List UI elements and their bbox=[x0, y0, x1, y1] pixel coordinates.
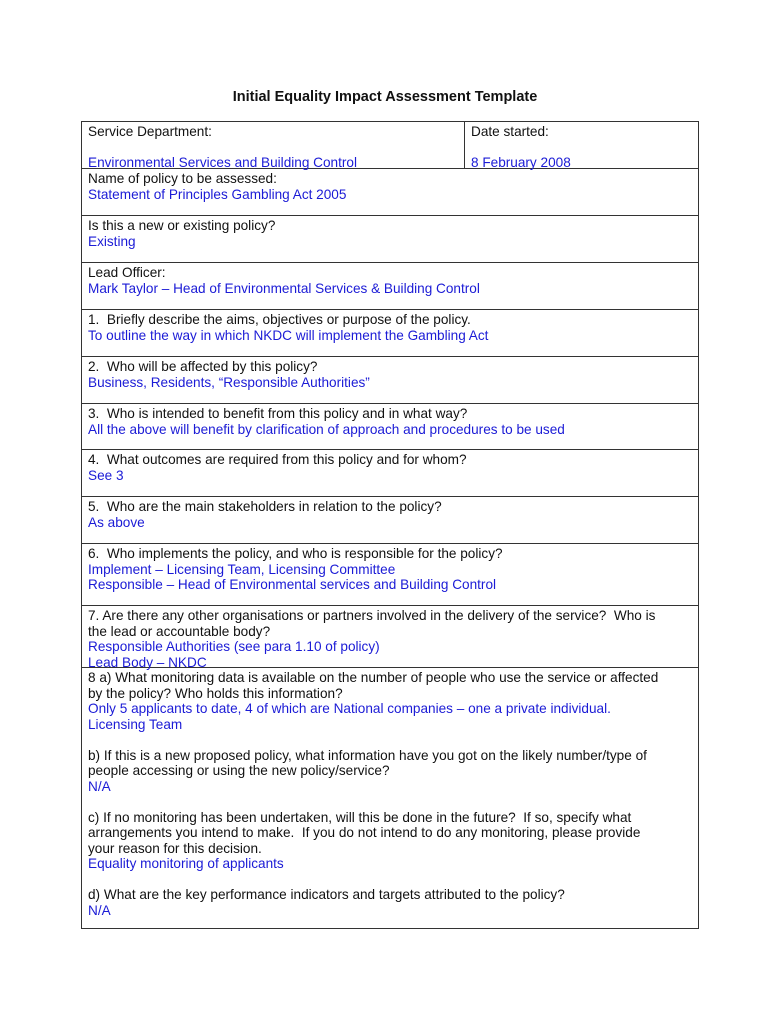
question-8c-line-1: c) If no monitoring has been undertaken, will this be done in the future? If so, specify what bbox=[88, 809, 632, 825]
question-8b-line-1: b) If this is a new proposed policy, what information have you got on the likely number/type of bbox=[88, 747, 647, 763]
row-question-1 bbox=[82, 310, 698, 357]
answer-8b: N/A bbox=[88, 778, 111, 794]
answer-3: All the above will benefit by clarification of approach and procedures to be used bbox=[88, 421, 565, 437]
question-6: 6. Who implements the policy, and who is responsible for the policy? bbox=[88, 546, 503, 561]
answer-6-line-2: Responsible – Head of Environmental services and Building Control bbox=[88, 577, 497, 592]
policy-name-question: Name of policy to be assessed: bbox=[88, 171, 277, 186]
question-8a-line-1: 8 a) What monitoring data is available on the number of people who use the service or affected bbox=[88, 670, 659, 685]
lead-officer-answer: Mark Taylor – Head of Environmental Services & Building Control bbox=[88, 280, 480, 296]
new-or-existing-answer: Existing bbox=[88, 233, 136, 249]
answer-8c: Equality monitoring of applicants bbox=[88, 856, 284, 871]
answer-8a-line-1: Only 5 applicants to date, 4 of which are National companies – one a private individual. bbox=[88, 701, 611, 716]
row-question-3 bbox=[82, 404, 698, 450]
answer-5: As above bbox=[88, 514, 145, 530]
row-question-8 bbox=[82, 668, 698, 928]
policy-name-answer: Statement of Principles Gambling Act 2005 bbox=[88, 186, 347, 202]
answer-8d: N/A bbox=[88, 902, 111, 918]
question-8b-line-2: people accessing or using the new policy/service? bbox=[88, 763, 390, 778]
service-department-value: Environmental Services and Building Control bbox=[88, 155, 357, 170]
row-question-2 bbox=[82, 357, 698, 404]
new-or-existing-question: Is this a new or existing policy? bbox=[88, 218, 276, 233]
row-question-5 bbox=[82, 497, 698, 544]
question-4: 4. What outcomes are required from this policy and for whom? bbox=[88, 452, 467, 467]
answer-8a-line-2: Licensing Team bbox=[88, 716, 183, 732]
question-2: 2. Who will be affected by this policy? bbox=[88, 359, 318, 374]
question-8c-line-2: arrangements you intend to make. If you do not intend to do any monitoring, please provide bbox=[88, 825, 641, 840]
answer-6-line-1: Implement – Licensing Team, Licensing Committee bbox=[88, 561, 396, 577]
question-3: 3. Who is intended to benefit from this policy and in what way? bbox=[88, 406, 468, 421]
date-started-value: 8 February 2008 bbox=[471, 155, 571, 170]
question-8a-line-2: by the policy? Who holds this information? bbox=[88, 685, 343, 701]
answer-2: Business, Residents, “Responsible Authorities” bbox=[88, 374, 370, 390]
answer-7-line-1: Responsible Authorities (see para 1.10 of policy) bbox=[88, 639, 380, 654]
question-5: 5. Who are the main stakeholders in relation to the policy? bbox=[88, 499, 442, 514]
question-8d: d) What are the key performance indicators and targets attributed to the policy? bbox=[88, 887, 565, 902]
row-policy-name bbox=[82, 169, 698, 216]
row-lead-officer bbox=[82, 263, 698, 310]
date-started-cell bbox=[465, 122, 698, 168]
answer-1: To outline the way in which NKDC will implement the Gambling Act bbox=[88, 327, 489, 343]
assessment-form bbox=[81, 121, 699, 929]
row-new-or-existing bbox=[82, 216, 698, 263]
row-question-6 bbox=[82, 544, 698, 606]
lead-officer-question: Lead Officer: bbox=[88, 265, 166, 280]
service-department-cell bbox=[82, 122, 465, 168]
row-question-4 bbox=[82, 450, 698, 497]
page-title: Initial Equality Impact Assessment Template bbox=[232, 89, 538, 105]
question-7-line-1: 7. Are there any other organisations or partners involved in the delivery of the service? Who is bbox=[88, 608, 656, 623]
row-question-7 bbox=[82, 606, 698, 668]
question-8c-line-3: your reason for this decision. bbox=[88, 840, 262, 856]
date-started-label: Date started: bbox=[471, 124, 549, 139]
answer-7-line-2: Lead Body – NKDC bbox=[88, 654, 207, 670]
question-1: 1. Briefly describe the aims, objectives or purpose of the policy. bbox=[88, 312, 471, 327]
question-7-line-2: the lead or accountable body? bbox=[88, 623, 271, 639]
answer-4: See 3 bbox=[88, 467, 124, 483]
row-service-department bbox=[82, 122, 698, 169]
service-department-label: Service Department: bbox=[88, 124, 212, 139]
